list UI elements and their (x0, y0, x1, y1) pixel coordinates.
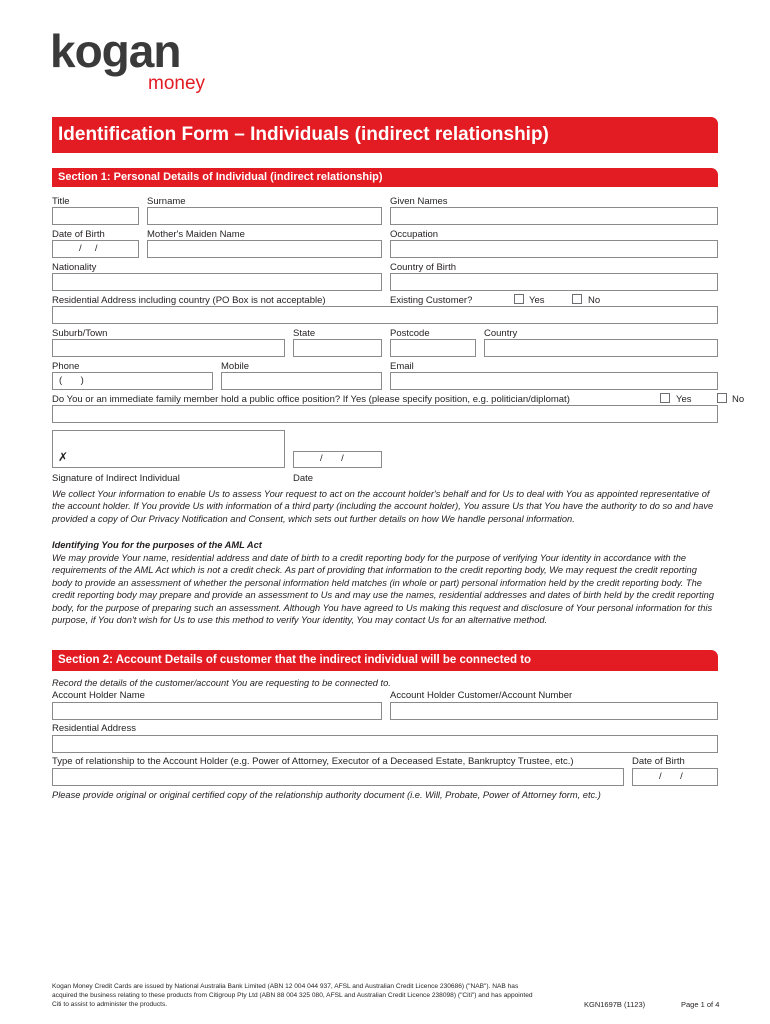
given-names-field[interactable] (390, 207, 718, 225)
maiden-name-label: Mother's Maiden Name (147, 229, 245, 240)
phone-placeholder: ( ) (59, 375, 84, 386)
aml-heading: Identifying You for the purposes of the AML Act (52, 540, 262, 550)
holder-number-field[interactable] (390, 702, 718, 720)
country-of-birth-label: Country of Birth (390, 262, 456, 273)
public-office-no-label: No (732, 394, 745, 405)
existing-customer-label: Existing Customer? (390, 295, 473, 306)
nationality-label: Nationality (52, 262, 97, 273)
postcode-field[interactable] (390, 339, 476, 357)
section1-title: Section 1: Personal Details of Individual (indirect relationship) (58, 171, 383, 183)
mobile-field[interactable] (221, 372, 382, 390)
given-names-label: Given Names (390, 196, 448, 207)
signature-date-field[interactable] (293, 451, 382, 468)
existing-customer-yes-checkbox[interactable] (514, 294, 524, 304)
residential-address-label: Residential Address including country (PO Box is not acceptable) (52, 295, 326, 306)
surname-field[interactable] (147, 207, 382, 225)
postcode-label: Postcode (390, 328, 430, 339)
footer-page-number: Page 1 of 4 (681, 1000, 720, 1009)
public-office-field[interactable] (52, 405, 718, 423)
footer-code: KGN1697B (1123) (584, 1000, 646, 1009)
existing-customer-no-label: No (588, 295, 601, 306)
holder-address-field[interactable] (52, 735, 718, 753)
phone-field[interactable] (52, 372, 213, 390)
title-field[interactable] (52, 207, 139, 225)
holder-dob-placeholder: / / (659, 771, 683, 782)
dob-label: Date of Birth (52, 229, 105, 240)
country-field[interactable] (484, 339, 718, 357)
surname-label: Surname (147, 196, 186, 207)
relationship-field[interactable] (52, 768, 624, 786)
holder-name-field[interactable] (52, 702, 382, 720)
state-field[interactable] (293, 339, 382, 357)
state-label: State (293, 328, 316, 339)
public-office-no-checkbox[interactable] (717, 393, 727, 403)
occupation-field[interactable] (390, 240, 718, 258)
signature-mark: ✗ (58, 450, 69, 464)
section2-title: Section 2: Account Details of customer that the indirect individual will be connected to (58, 654, 532, 666)
suburb-field[interactable] (52, 339, 285, 357)
holder-number-label: Account Holder Customer/Account Number (390, 690, 573, 701)
occupation-label: Occupation (390, 229, 439, 240)
existing-customer-yes-label: Yes (529, 295, 545, 306)
privacy-paragraph: We collect Your information to enable Us to assess Your request to act on the account holder's behalf and for Us to deal with You as appointed representative of the account holder. If You provide Us with information of a third party (including the account holder), You assure Us that You have the authority to do so and have provided a copy of Our Privacy Notification and Consent, which sets out further details on how We handle personal information. (52, 489, 714, 524)
form-title: Identification Form – Individuals (indirect relationship) (58, 124, 549, 145)
dob-field[interactable] (52, 240, 139, 258)
maiden-name-field[interactable] (147, 240, 382, 258)
logo-subtitle: money (148, 73, 206, 94)
email-field[interactable] (390, 372, 718, 390)
existing-customer-no-checkbox[interactable] (572, 294, 582, 304)
relationship-label: Type of relationship to the Account Holder (e.g. Power of Attorney, Executor of a Deceased Estate, Bankruptcy Trustee, etc.) (52, 756, 574, 767)
dob-placeholder: / / (79, 243, 98, 254)
title-label: Title (52, 196, 70, 207)
aml-paragraph: We may provide Your name, residential address and date of birth to a credit reporting body for the purpose of verifying Your identity in accordance with the requirements of the AML Act which is not a credit check. As part of providing that information to the credit reporting body, We may request the credit reporting body to provide an assessment of whether the personal information held matches (in whole or part) personal information held by the credit reporting body. The credit reporting body may prepare and provide an assessment to Us and may use the names, residential addresses and dates of birth held by the credit reporting body, for the purpose of preparing such an assessment. Although You have agreed to Us making this request and disclosure of Your personal information for this purpose, if You don't wish for Us to use this method to verify Your identity, You may contact Us for an alternative method. (52, 553, 714, 626)
holder-address-label: Residential Address (52, 723, 136, 734)
authority-note: Please provide original or original certified copy of the relationship authority document (i.e. Will, Probate, Power of Attorney form, etc.) (52, 790, 601, 800)
section2-instruction: Record the details of the customer/account You are requesting to be connected to. (52, 678, 391, 688)
footer-disclaimer: Kogan Money Credit Cards are issued by National Australia Bank Limited (ABN 12 004 044 937, AFSL and Australian Credit Licence 230686) ("NAB"). NAB has acquired the business relating to these products from Citigroup Pty Ltd (ABN 88 004 325 080, AFSL and Australian Credit Licence 238098) ("Citi") and has appointed Citi to assist to administer the products. (52, 983, 533, 1008)
holder-dob-field[interactable] (632, 768, 718, 786)
public-office-yes-label: Yes (676, 394, 692, 405)
section2-header (52, 650, 718, 671)
holder-dob-label: Date of Birth (632, 756, 685, 767)
residential-address-field[interactable] (52, 306, 718, 324)
form-title-bar (52, 117, 718, 153)
public-office-label: Do You or an immediate family member hold a public office position? If Yes (please specify position, e.g. politician/diplomat) (52, 394, 570, 405)
public-office-yes-checkbox[interactable] (660, 393, 670, 403)
suburb-label: Suburb/Town (52, 328, 108, 339)
country-of-birth-field[interactable] (390, 273, 718, 291)
signature-label: Signature of Indirect Individual (52, 473, 180, 484)
signature-date-placeholder: / / (320, 453, 344, 464)
logo-wordmark: kogan (50, 25, 181, 77)
signature-field[interactable] (52, 430, 285, 468)
section1-header (52, 168, 718, 187)
phone-label: Phone (52, 361, 80, 372)
mobile-label: Mobile (221, 361, 249, 372)
signature-date-label: Date (293, 473, 314, 484)
country-label: Country (484, 328, 518, 339)
email-label: Email (390, 361, 414, 372)
holder-name-label: Account Holder Name (52, 690, 145, 701)
nationality-field[interactable] (52, 273, 382, 291)
